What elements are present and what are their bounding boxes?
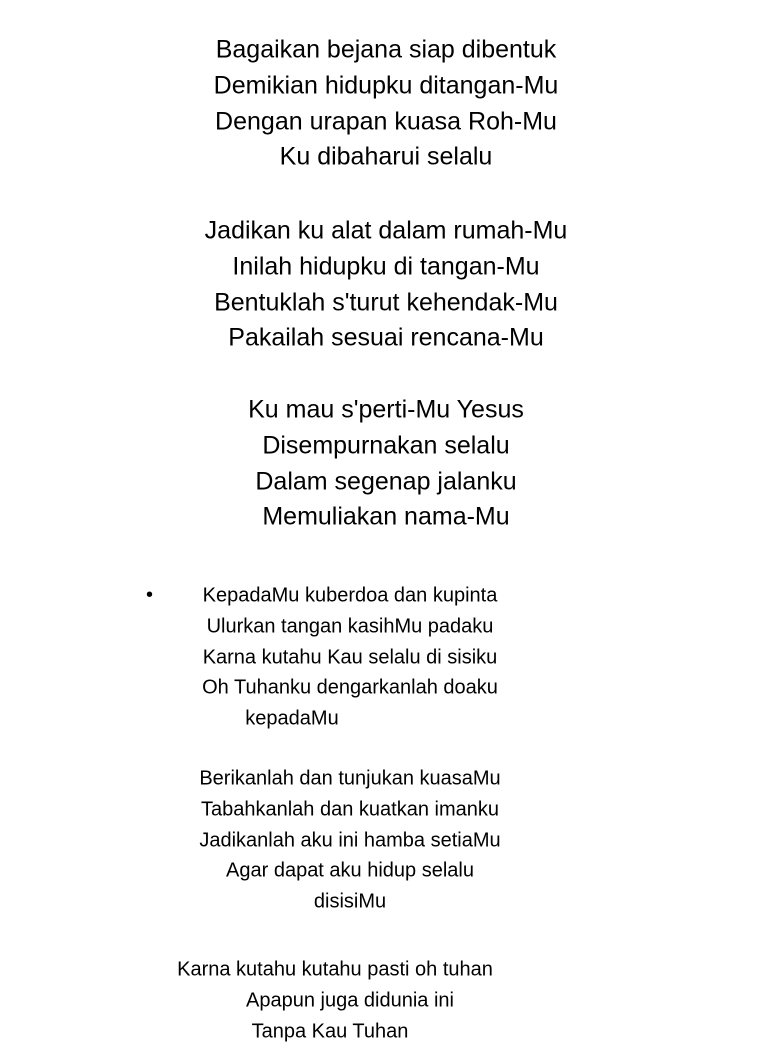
bullet-lyric-line: KepadaMu kuberdoa dan kupinta [202,584,498,607]
lyric-line: Ku mau s'perti-Mu Yesus [248,395,524,424]
lyric-line: Dengan urapan kuasa Roh-Mu [215,107,557,136]
bullet-lyric-line: Apapun juga didunia ini [246,989,454,1012]
lyric-line: Dalam segenap jalanku [255,467,517,496]
lyric-line: Demikian hidupku ditangan-Mu [213,71,559,100]
lyric-line: Bagaikan bejana siap dibentuk [215,35,557,64]
lyric-line: Pakailah sesuai rencana-Mu [228,323,544,352]
bullet-lyric-line: Jadikanlah aku ini hamba setiaMu [199,829,501,852]
bullet-lyric-line: Berikanlah dan tunjukan kuasaMu [199,767,501,790]
bullet-lyric-line: Oh Tuhanku dengarkanlah doaku [202,676,498,699]
bullet-lyric-line: disisiMu [313,890,387,913]
lyric-line: Bentuklah s'turut kehendak-Mu [214,288,558,317]
bullet-lyric-line: Karna kutahu Kau selalu di sisiku [202,646,498,669]
lyric-line: Memuliakan nama-Mu [262,502,510,531]
lyric-line: Ku dibaharui selalu [279,142,493,171]
bullet-lyric-line: Ulurkan tangan kasihMu padaku [206,615,494,638]
lyric-line: Disempurnakan selalu [262,431,510,460]
lyric-line: Inilah hidupku di tangan-Mu [232,252,540,281]
bullet-lyric-line: Karna kutahu kutahu pasti oh tuhan [177,958,493,981]
bullet-lyric-line: Agar dapat aku hidup selalu [226,859,474,882]
bullet-lyric-line: Tabahkanlah dan kuatkan imanku [201,798,499,821]
lyric-line: Jadikan ku alat dalam rumah-Mu [204,216,568,245]
bullet-point: • [146,584,154,606]
bullet-lyric-line: Tanpa Kau Tuhan [251,1020,409,1043]
bullet-lyric-line: kepadaMu [245,707,339,730]
